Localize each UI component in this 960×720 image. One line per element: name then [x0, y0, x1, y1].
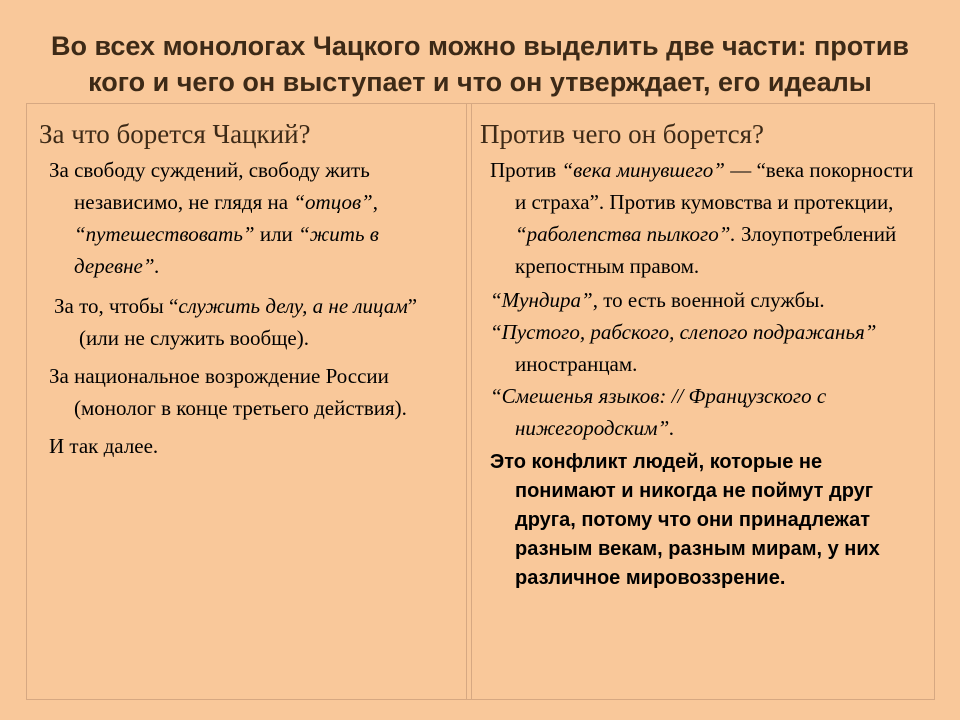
- left-paragraph-4: И так далее.: [49, 434, 159, 458]
- left-paragraph-3: За национальное возрождение России (монолог в конце третьего действия).: [49, 364, 407, 420]
- text-span: ” (или не служить вообще).: [79, 294, 418, 350]
- text-span: Злоупотреблений крепостным правом.: [515, 222, 897, 278]
- left-paragraph-1: [39, 154, 466, 282]
- left-paragraph-2: [44, 290, 466, 354]
- comparison-table: [26, 103, 935, 700]
- right-paragraph-5: Это конфликт людей, которые не понимают и никогда не поймут друг друга, потому что они принадлежат разным векам, разным мирам, у них различное мировоззрение.: [490, 451, 880, 589]
- left-column-heading: За что борется Чацкий?: [39, 119, 311, 149]
- italic-span: “Мундира”: [490, 288, 593, 312]
- text-span: , то есть военной службы.: [592, 288, 825, 312]
- right-paragraph-3: [480, 316, 934, 380]
- italic-span: “Пустого, рабского, слепого подражанья”: [490, 320, 877, 344]
- italic-span: “жить в деревне”.: [74, 222, 379, 278]
- title-line-1: Во всех монологах Чацкого можно выделить две части: против: [50, 31, 910, 61]
- right-paragraph-2: [480, 284, 934, 316]
- italic-span: “отцов”: [293, 190, 373, 214]
- text-span: За свободу суждений, свободу жить независимо, не глядя на: [49, 158, 370, 214]
- text-span: ,: [372, 190, 378, 214]
- text-span: За то, чтобы “: [54, 294, 179, 318]
- right-column: [471, 104, 934, 699]
- italic-span: “путешествовать”: [74, 222, 255, 246]
- text-span: — “века покорности и страха”. Против кумовства и протекции,: [515, 158, 914, 214]
- right-column-heading: Против чего он борется?: [480, 119, 765, 149]
- italic-span: “раболепства пылкого”.: [515, 222, 736, 246]
- text-span: или: [254, 222, 299, 246]
- right-paragraph-1: [480, 154, 934, 282]
- slide-title: [0, 28, 960, 100]
- left-column: [27, 104, 467, 699]
- title-line-2: кого и чего он выступает и что он утверждает, его идеалы: [88, 67, 872, 97]
- text-span: иностранцам.: [515, 352, 638, 376]
- right-paragraph-4: [480, 380, 934, 444]
- italic-span: “века минувшего”: [561, 158, 725, 182]
- text-span: Против: [490, 158, 562, 182]
- italic-span: служить делу, а не лицам: [178, 294, 408, 318]
- italic-span: “Смешенья языков: // Французского с нижегородским”.: [490, 384, 827, 440]
